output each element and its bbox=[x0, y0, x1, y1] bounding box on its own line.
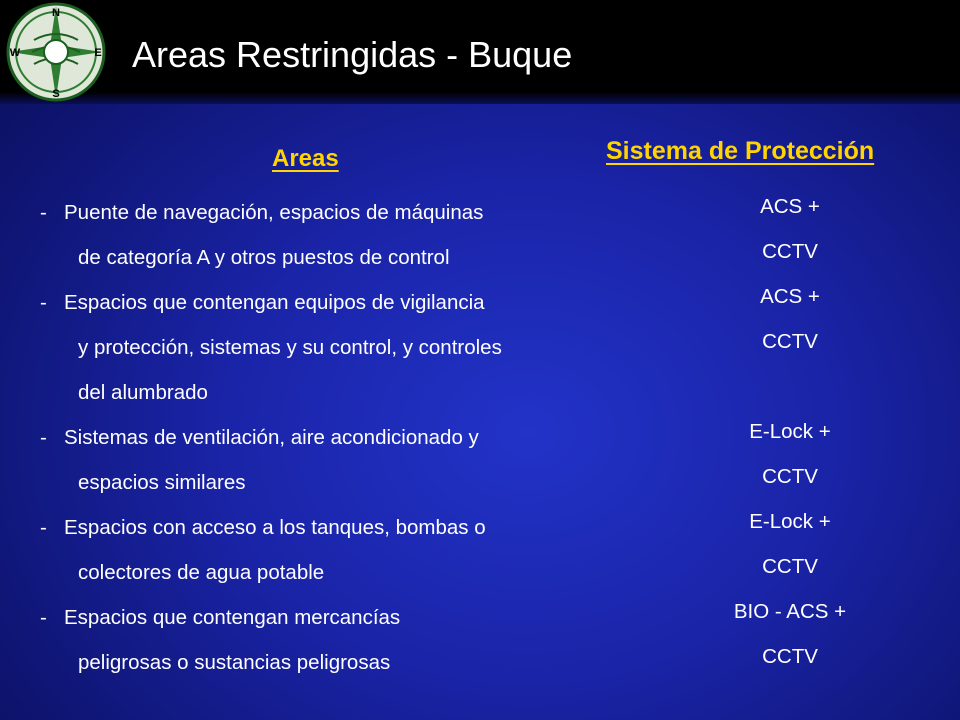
page-title: Areas Restringidas - Buque bbox=[132, 34, 573, 75]
area-1-line-2: de categoría A y otros puestos de control bbox=[78, 246, 450, 269]
area-5-line-1: - Espacios que contengan mercancías bbox=[40, 606, 401, 629]
areas-heading: Areas bbox=[272, 145, 339, 172]
compass-n: N bbox=[52, 7, 60, 19]
system-heading: Sistema de Protección bbox=[606, 137, 875, 165]
system-item: CCTV bbox=[762, 645, 818, 668]
compass-logo-icon bbox=[4, 0, 108, 104]
area-4-line-2: colectores de agua potable bbox=[78, 561, 325, 584]
system-item: E-Lock + bbox=[749, 510, 831, 533]
area-5-line-2: peligrosas o sustancias peligrosas bbox=[78, 651, 391, 674]
system-item: CCTV bbox=[762, 555, 818, 578]
system-item: ACS + bbox=[760, 195, 820, 218]
area-4-line-1: - Espacios con acceso a los tanques, bombas o bbox=[40, 516, 486, 539]
header-bar bbox=[0, 0, 960, 104]
system-item: ACS + bbox=[760, 285, 820, 308]
compass-w: W bbox=[9, 47, 21, 59]
area-3-line-1: - Sistemas de ventilación, aire acondicionado y bbox=[40, 426, 479, 449]
system-item: BIO - ACS + bbox=[733, 600, 847, 623]
area-2-line-1: - Espacios que contengan equipos de vigilancia bbox=[40, 291, 485, 314]
system-item: CCTV bbox=[762, 240, 818, 263]
compass-e: E bbox=[94, 47, 102, 59]
system-item: E-Lock + bbox=[749, 420, 831, 443]
area-1-line-1: - Puente de navegación, espacios de máquinas bbox=[40, 201, 484, 224]
system-item: CCTV bbox=[762, 465, 818, 488]
system-item: CCTV bbox=[762, 330, 818, 353]
compass-s: S bbox=[52, 88, 60, 100]
area-3-line-2: espacios similares bbox=[78, 471, 246, 494]
area-2-line-2: y protección, sistemas y su control, y controles bbox=[78, 336, 502, 359]
area-2-line-3: del alumbrado bbox=[78, 381, 208, 404]
